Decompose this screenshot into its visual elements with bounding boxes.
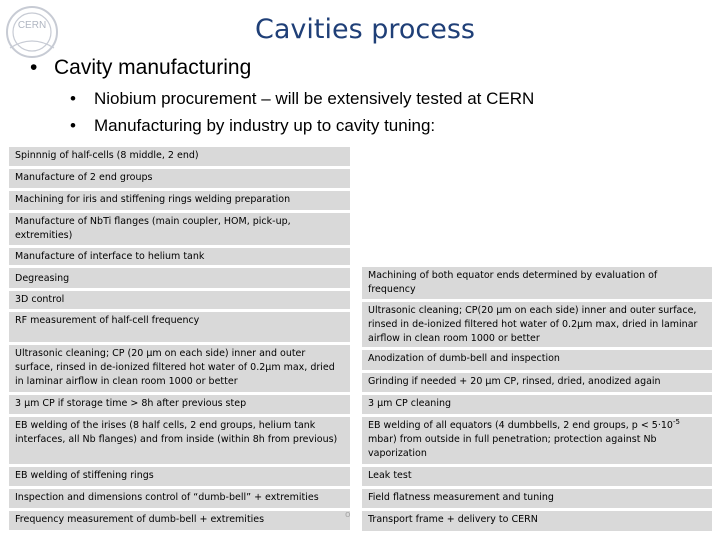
right-step [361,416,713,465]
left-step: Manufacture of 2 end groups [8,168,351,189]
left-step: EB welding of stiffening rings [8,466,351,487]
left-step: 3D control [8,290,351,310]
right-step: Machining of both equator ends determined by evaluation of frequency [361,266,713,300]
sub-bullet [70,116,435,136]
left-step: EB welding of the irises (8 half cells, 2 end groups, helium tank interfaces, all Nb flanges) and from inside (within 8h from previous) [8,416,351,465]
right-step: Ultrasonic cleaning; CP(20 µm on each side) inner and outer surface, rinsed in de-ionized filtered hot water of 0.2µm max, dried in laminar airflow in clean room 1000 or better [361,301,713,348]
bullet-icon: • [70,116,76,135]
left-step: 3 µm CP if storage time > 8h after previous step [8,394,351,415]
left-step: Inspection and dimensions control of “dumb-bell” + extremities [8,488,351,509]
left-step: Manufacture of interface to helium tank [8,247,351,266]
right-step: Transport frame + delivery to CERN [361,510,713,532]
bullet-icon: • [70,89,76,108]
right-step-text: mbar) from outside in full penetration; protection against Nb vaporization [368,434,657,459]
sub-bullet [70,89,534,109]
cern-logo [4,4,60,60]
left-step: RF measurement of half-cell frequency [8,311,351,343]
main-bullet [30,56,251,80]
sub-bullet-text: Niobium procurement – will be extensively tested at CERN [94,89,535,108]
main-bullet-text: Cavity manufacturing [54,56,252,79]
right-step: 3 µm CP cleaning [361,394,713,415]
footer-fragment: o [345,510,351,520]
exponent: -5 [672,417,680,426]
bullet-icon: • [30,56,38,79]
logo-text: CERN [17,20,47,31]
right-step: Field flatness measurement and tuning [361,488,713,509]
right-step: Leak test [361,466,713,487]
right-step-text: EB welding of all equators (4 dumbbells, 2 end groups, p < 5·10 [368,420,673,431]
page-title: Cavities process [255,14,475,45]
left-step: Frequency measurement of dumb-bell + extremities [8,510,351,531]
right-step: Grinding if needed + 20 µm CP, rinsed, dried, anodized again [361,372,713,393]
sub-bullet-text: Manufacturing by industry up to cavity tuning: [94,116,436,135]
left-step: Manufacture of NbTi flanges (main coupler, HOM, pick-up, extremities) [8,212,351,246]
right-step: Anodization of dumb-bell and inspection [361,349,713,371]
left-step: Degreasing [8,267,351,289]
left-step: Machining for iris and stiffening rings welding preparation [8,190,351,211]
left-step: Spinnnig of half-cells (8 middle, 2 end) [8,146,351,167]
left-step: Ultrasonic cleaning; CP (20 µm on each side) inner and outer surface, rinsed in de-ionized filtered hot water of 0.2µm max, dried in laminar airflow in clean room 1000 or better [8,344,351,393]
